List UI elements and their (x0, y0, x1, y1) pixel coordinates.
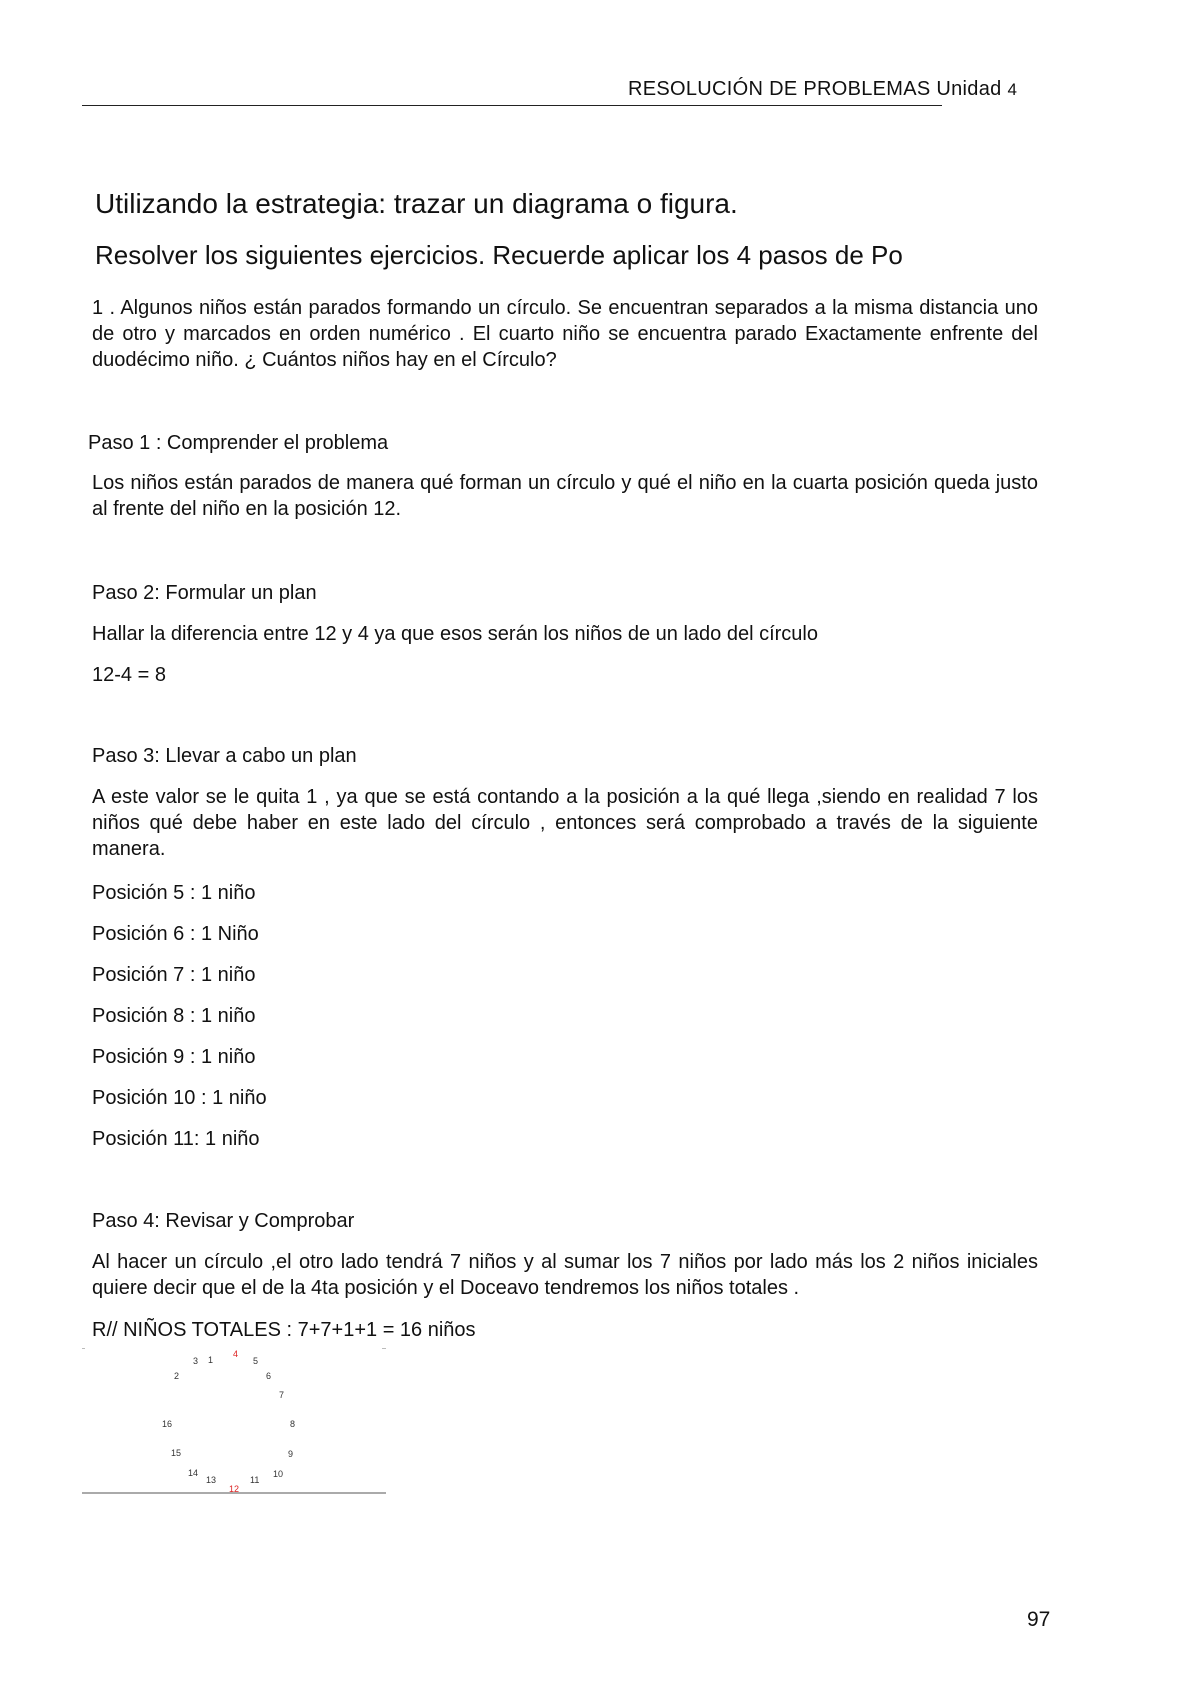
header-unit-label: Unidad (936, 78, 1002, 100)
problem-statement: 1 . Algunos niños están parados formando un círculo. Se encuentran separados a la misma distancia uno de otro y marcados en orden numérico . El cuarto niño se encuentra parado Exactamente enfrente del duodécimo niño. ¿ Cuántos niños hay en el Círculo? (92, 297, 1038, 371)
header-unit-number: 4 (1007, 80, 1018, 99)
diagram-label: 8 (290, 1419, 296, 1429)
header-title: RESOLUCIÓN DE PROBLEMAS (628, 78, 931, 100)
diagram-label: 1 (208, 1355, 214, 1365)
position-line: Posición 8 : 1 niño (92, 1005, 256, 1027)
diagram-label: 14 (188, 1468, 199, 1478)
header-divider (82, 105, 942, 106)
diagram-label: 3 (193, 1356, 199, 1366)
diagram-label: 10 (273, 1469, 284, 1479)
diagram-label: 16 (162, 1419, 173, 1429)
diagram-label: 15 (171, 1448, 182, 1458)
position-line: Posición 11: 1 niño (92, 1128, 260, 1150)
step3-heading: Paso 3: Llevar a cabo un plan (92, 745, 357, 767)
step2-text: Hallar la diferencia entre 12 y 4 ya que esos serán los niños de un lado del círculo (92, 623, 818, 645)
circle-diagram (82, 1348, 388, 1494)
page-title: Utilizando la estrategia: trazar un diagrama o figura. (95, 188, 738, 219)
step3-text: A este valor se le quita 1 , ya que se está contando a la posición a la qué llega ,siendo en realidad 7 los niños qué debe haber en este lado del círculo , entonces será comprobado a través de la siguiente manera. (92, 786, 1038, 860)
page-number: 97 (1027, 1608, 1051, 1631)
position-line: Posición 10 : 1 niño (92, 1087, 267, 1109)
position-line: Posición 9 : 1 niño (92, 1046, 256, 1068)
step4-text: Al hacer un círculo ,el otro lado tendrá 7 niños y al sumar los 7 niños por lado más los 2 niños iniciales quiere decir que el de la 4ta posición y el Doceavo tendremos los niños totales . (92, 1251, 1038, 1299)
diagram-label: 13 (206, 1475, 217, 1485)
step4-heading: Paso 4: Revisar y Comprobar (92, 1210, 355, 1232)
step4-answer: R// NIÑOS TOTALES : 7+7+1+1 = 16 niños (92, 1319, 476, 1341)
step1-text: Los niños están parados de manera qué forman un círculo y qué el niño en la cuarta posición queda justo al frente del niño en la posición 12. (92, 472, 1038, 520)
diagram-label: 2 (174, 1371, 180, 1381)
diagram-label: 7 (279, 1390, 285, 1400)
step2-heading: Paso 2: Formular un plan (92, 582, 317, 604)
diagram-label: 9 (288, 1449, 294, 1459)
position-line: Posición 5 : 1 niño (92, 882, 256, 904)
page-subtitle: Resolver los siguientes ejercicios. Recuerde aplicar los 4 pasos de Po (95, 240, 903, 270)
step2-equation: 12-4 = 8 (92, 664, 166, 686)
step1-heading: Paso 1 : Comprender el problema (88, 432, 389, 454)
position-line: Posición 6 : 1 Niño (92, 923, 259, 945)
running-header (628, 78, 1017, 101)
diagram-label-highlight: 4 (233, 1349, 239, 1359)
position-line: Posición 7 : 1 niño (92, 964, 256, 986)
diagram-label: 5 (253, 1356, 259, 1366)
diagram-label: 6 (266, 1371, 272, 1381)
diagram-label-highlight: 12 (229, 1484, 240, 1494)
diagram-label: 11 (250, 1475, 260, 1485)
